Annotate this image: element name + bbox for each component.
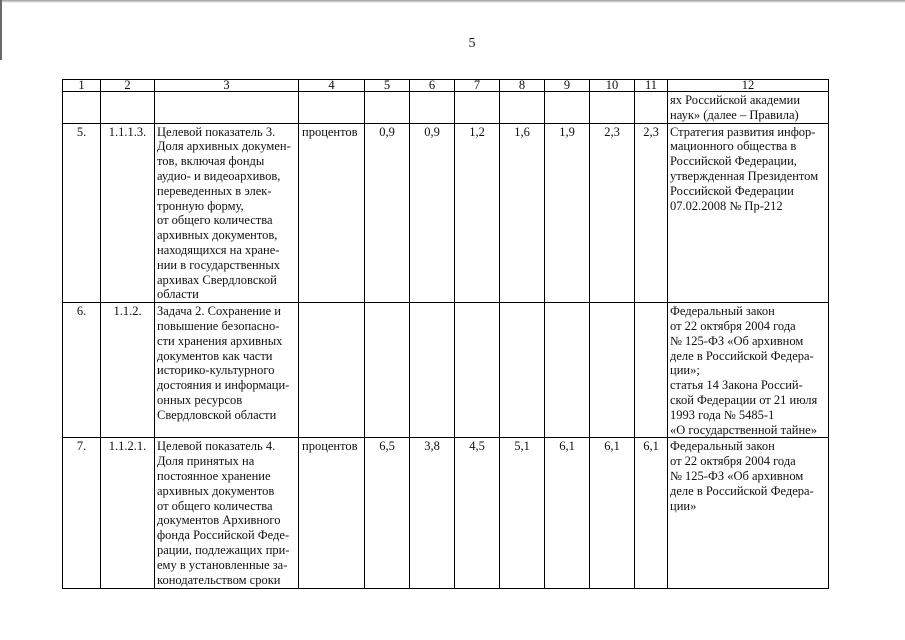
unit-cell — [299, 303, 365, 438]
value-cell — [500, 92, 545, 124]
basis-line: ях Российской академии — [670, 93, 801, 107]
column-number: 12 — [668, 80, 829, 92]
description-line: Целевой показатель 4. — [157, 439, 276, 454]
value-cell — [545, 92, 590, 124]
description-line: Свердловской области — [157, 407, 277, 422]
description-line: от общего количества — [157, 498, 273, 513]
description-line: достояния и информаци- — [157, 378, 290, 393]
code-cell: 1.1.1.3. — [101, 123, 155, 303]
value-cell: 3,8 — [410, 438, 455, 589]
basis-line: № 125-ФЗ «Об архивном — [670, 468, 804, 483]
basis-line: утвержденная Президентом — [670, 168, 819, 183]
basis-line: Российской Федерации — [670, 183, 794, 198]
description-line: Доля принятых на — [157, 454, 255, 469]
value-cell: 1,6 — [500, 123, 545, 303]
basis-line: деле в Российской Федера- — [670, 483, 814, 498]
description-line: нии в государственных — [157, 257, 281, 272]
description-line: документов как части — [157, 348, 273, 363]
value-cell: 1,9 — [545, 123, 590, 303]
basis-line: мационного общества в — [670, 139, 797, 154]
description-line: рации, подлежащих при- — [157, 542, 290, 557]
table-row — [63, 123, 829, 303]
row-number-cell — [63, 92, 101, 124]
description-line: области — [157, 287, 199, 302]
column-number: 1 — [63, 80, 101, 92]
value-cell — [455, 92, 500, 124]
basis-line: ской Федерации от 21 июля — [670, 392, 818, 407]
basis-line: № 125-ФЗ «Об архивном — [670, 333, 804, 348]
page-number: 5 — [468, 36, 476, 51]
description-line: Целевой показатель 3. — [157, 124, 276, 139]
description-line: фонда Российской Феде- — [157, 528, 290, 543]
basis-cell — [668, 123, 829, 303]
column-number: 7 — [455, 80, 500, 92]
value-cell — [365, 303, 410, 438]
basis-line: от 22 октября 2004 года — [670, 318, 796, 333]
basis-cell — [668, 438, 829, 589]
value-cell — [635, 92, 668, 124]
description-cell — [155, 438, 299, 589]
description-line: находящихся на хране- — [157, 242, 280, 257]
column-number-row — [63, 80, 829, 92]
description-line: ему в установленные за- — [157, 557, 288, 572]
basis-cell — [668, 303, 829, 438]
table-row — [63, 92, 829, 124]
value-cell: 0,9 — [410, 123, 455, 303]
description-cell — [155, 92, 299, 124]
value-cell — [410, 303, 455, 438]
value-cell — [590, 92, 635, 124]
code-cell — [101, 92, 155, 124]
value-cell: 5,1 — [500, 438, 545, 589]
description-line: архивах Свердловской — [157, 272, 277, 287]
description-line: конодательством сроки — [157, 572, 281, 587]
basis-line: Федеральный закон — [670, 439, 775, 454]
basis-line: 1993 года № 5485-1 — [670, 407, 775, 422]
description-cell — [155, 123, 299, 303]
table-row — [63, 303, 829, 438]
column-number: 3 — [155, 80, 299, 92]
value-cell — [635, 303, 668, 438]
value-cell — [365, 92, 410, 124]
description-line: документов Архивного — [157, 513, 281, 528]
column-number: 9 — [545, 80, 590, 92]
value-cell — [590, 303, 635, 438]
basis-cell — [668, 92, 829, 124]
description-line: от общего количества — [157, 213, 273, 228]
description-line: онных ресурсов — [157, 392, 243, 407]
column-number: 6 — [410, 80, 455, 92]
unit-cell: процентов — [299, 123, 365, 303]
value-cell — [410, 92, 455, 124]
basis-line: от 22 октября 2004 года — [670, 454, 796, 469]
scan-edge-mark — [0, 0, 2, 60]
column-number: 11 — [635, 80, 668, 92]
code-cell: 1.1.2. — [101, 303, 155, 438]
description-line: переведенных в элек- — [157, 183, 272, 198]
table-row — [63, 438, 829, 589]
value-cell: 6,1 — [635, 438, 668, 589]
column-number: 4 — [299, 80, 365, 92]
basis-line: Российской Федерации, — [670, 154, 797, 169]
basis-line: ции»; — [670, 363, 700, 378]
value-cell: 6,5 — [365, 438, 410, 589]
description-line: Задача 2. Сохранение и — [157, 304, 281, 319]
description-line: постоянное хранение — [157, 468, 271, 483]
basis-line: ции» — [670, 498, 697, 513]
description-cell — [155, 303, 299, 438]
basis-line: «О государственной тайне» — [670, 422, 817, 437]
description-line: повышение безопасно- — [157, 318, 280, 333]
value-cell: 6,1 — [590, 438, 635, 589]
description-line: историко-культурного — [157, 363, 275, 378]
value-cell — [545, 303, 590, 438]
description-line: тронную форму, — [157, 198, 244, 213]
basis-line: деле в Российской Федера- — [670, 348, 814, 363]
basis-line: Стратегия развития инфор- — [670, 124, 816, 139]
value-cell — [500, 303, 545, 438]
description-line: аудио- и видеоархивов, — [157, 168, 281, 183]
value-cell: 6,1 — [545, 438, 590, 589]
column-number: 8 — [500, 80, 545, 92]
unit-cell — [299, 92, 365, 124]
scan-edge-shadow — [0, 0, 905, 3]
description-line: архивных документов — [157, 483, 275, 498]
basis-line: наук» (далее – Правила) — [670, 107, 799, 122]
code-cell: 1.1.2.1. — [101, 438, 155, 589]
column-number: 2 — [101, 80, 155, 92]
basis-line: 07.02.2008 № Пр-212 — [670, 198, 783, 213]
value-cell: 2,3 — [590, 123, 635, 303]
indicators-table — [62, 79, 829, 589]
row-number-cell: 6. — [63, 303, 101, 438]
column-number: 10 — [590, 80, 635, 92]
value-cell: 4,5 — [455, 438, 500, 589]
unit-cell: процентов — [299, 438, 365, 589]
value-cell: 0,9 — [365, 123, 410, 303]
row-number-cell: 5. — [63, 123, 101, 303]
description-line: архивных документов, — [157, 228, 278, 243]
value-cell — [455, 303, 500, 438]
column-number: 5 — [365, 80, 410, 92]
basis-line: статья 14 Закона Россий- — [670, 378, 803, 393]
value-cell: 2,3 — [635, 123, 668, 303]
value-cell: 1,2 — [455, 123, 500, 303]
description-line: тов, включая фонды — [157, 154, 265, 169]
row-number-cell: 7. — [63, 438, 101, 589]
description-line: сти хранения архивных — [157, 333, 283, 348]
basis-line: Федеральный закон — [670, 304, 775, 319]
description-line: Доля архивных докумен- — [157, 139, 291, 154]
